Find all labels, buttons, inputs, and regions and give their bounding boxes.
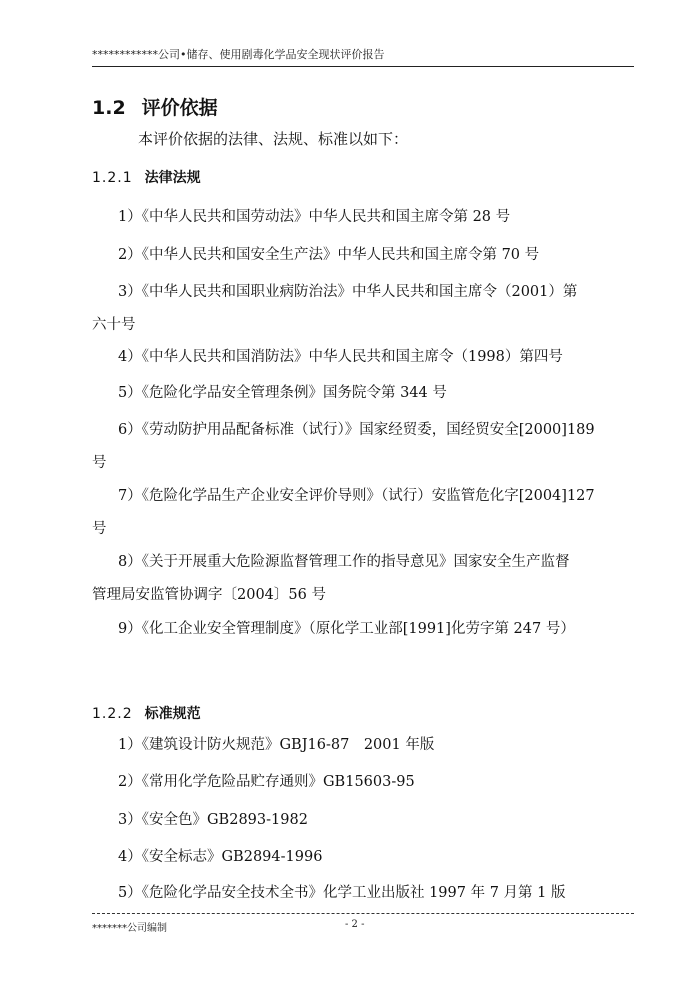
law-item-text: 1）《中华人民共和国劳动法》中华人民共和国主席令第 28 号 [118, 209, 511, 225]
law-item-continuation: 号 [92, 455, 107, 471]
standard-item [92, 841, 637, 874]
law-item-text: 3）《中华人民共和国职业病防治法》中华人民共和国主席令（2001）第 [118, 284, 578, 300]
standard-item [92, 804, 637, 837]
page-number: - 2 - [345, 919, 365, 930]
subsection-heading-laws [92, 167, 201, 187]
section-heading [92, 93, 218, 120]
subsection-heading-standards [92, 703, 201, 723]
page-header: ************公司•储存、使用剧毒化学品安全现状评价报告 [92, 48, 385, 61]
footer-divider [92, 913, 634, 914]
law-item-continuation: 号 [92, 521, 107, 537]
section-title: 评价依据 [141, 97, 218, 119]
standard-item-text: 3）《安全色》GB2893-1982 [118, 812, 308, 828]
subsection-title: 法律法规 [144, 170, 201, 186]
law-item-continuation: 管理局安监管协调字〔2004〕56 号 [92, 587, 326, 603]
law-item-text: 6）《劳动防护用品配备标准（试行）》国家经贸委，国经贸安全[2000]189 [118, 422, 595, 438]
standard-item [92, 766, 637, 799]
law-item [92, 201, 637, 234]
subsection-number: 1.2.1 [92, 170, 133, 186]
standard-item-text: 4）《安全标志》GB2894-1996 [118, 849, 323, 865]
standard-item-text: 5）《危险化学品安全技术全书》化学工业出版社 1997 年 7 月第 1 版 [118, 885, 566, 901]
standard-item-text: 2）《常用化学危险品贮存通则》GB15603-95 [118, 774, 415, 790]
law-item-text: 4）《中华人民共和国消防法》中华人民共和国主席令（1998）第四号 [118, 349, 563, 365]
intro-text: 本评价依据的法律、法规、标准以如下： [138, 130, 409, 148]
section-number: 1.2 [92, 97, 126, 119]
standard-item [92, 729, 637, 762]
header-divider [92, 66, 634, 67]
law-item-text: 9）《化工企业安全管理制度》（原化学工业部[1991]化劳字第 247 号） [118, 621, 575, 637]
law-item-text: 5）《危险化学品安全管理条例》国务院令第 344 号 [118, 385, 447, 401]
law-item-text: 2）《中华人民共和国安全生产法》中华人民共和国主席令第 70 号 [118, 247, 540, 263]
law-item [92, 276, 637, 342]
law-item-text: 7）《危险化学品生产企业安全评价导则》（试行）安监管危化字[2004]127 [118, 488, 595, 504]
law-item-text: 8）《关于开展重大危险源监督管理工作的指导意见》国家安全生产监督 [118, 554, 570, 570]
law-item [92, 341, 637, 374]
law-item-continuation: 六十号 [92, 317, 136, 333]
law-item [92, 480, 637, 546]
law-item [92, 239, 637, 272]
law-item [92, 546, 637, 612]
law-item [92, 613, 637, 646]
law-item [92, 377, 637, 410]
subsection-number: 1.2.2 [92, 706, 133, 722]
footer-company: *******公司编制 [92, 923, 167, 934]
subsection-title: 标准规范 [144, 706, 201, 722]
standard-item-text: 1）《建筑设计防火规范》GBJ16-87 2001 年版 [118, 737, 435, 753]
standard-item [92, 877, 637, 910]
law-item [92, 414, 637, 480]
